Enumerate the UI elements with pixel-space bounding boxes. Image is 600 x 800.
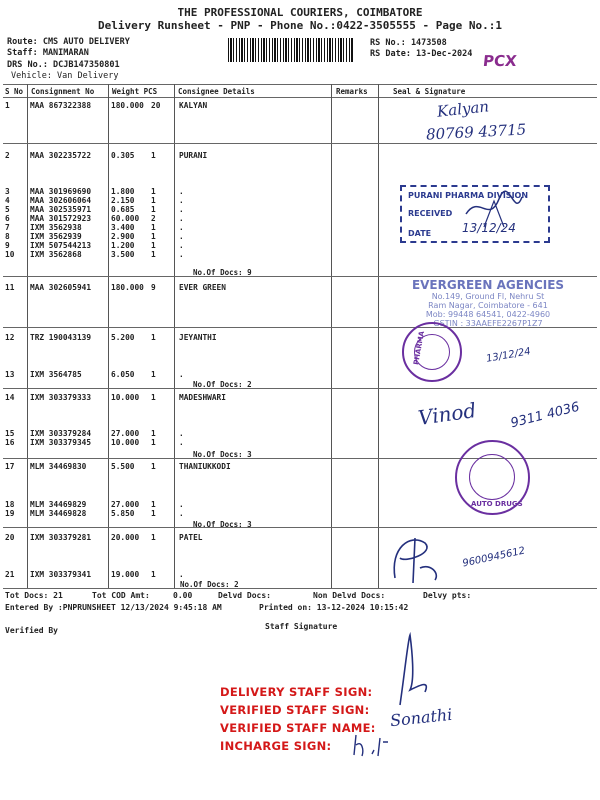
row-pcs: 1 [151, 241, 156, 250]
group-rule [3, 276, 597, 277]
row-sno: 4 [5, 196, 10, 205]
row-consignee: . [179, 214, 184, 223]
col-divider [108, 84, 109, 588]
col-consignment: Consignment No [31, 87, 95, 96]
row-weight: 10.000 [111, 438, 140, 447]
row-consignee: THANIUKKODI [179, 462, 231, 471]
row-pcs: 1 [151, 232, 156, 241]
row-consignment: MAA 301969690 [30, 187, 92, 196]
purani-signature [464, 189, 524, 229]
col-divider [331, 84, 332, 588]
row-sno: 16 [5, 438, 15, 447]
stamp-inner-ring [469, 454, 515, 500]
row-pcs: 1 [151, 205, 156, 214]
row-consignment: MAA 302605941 [30, 283, 92, 292]
tot-docs: Tot Docs: 21 [5, 591, 63, 600]
signature-kalyan: Kalyan [436, 97, 490, 121]
no-of-docs: No.Of Docs: 2 [180, 580, 239, 589]
row-pcs: 1 [151, 500, 156, 509]
row-consignee: PURANI [179, 151, 208, 160]
group-rule [3, 388, 597, 389]
row-consignee: . [179, 223, 184, 232]
row-consignee: . [179, 370, 184, 379]
runsheet-title: Delivery Runsheet - PNP - Phone No.:0422-3505555 - Page No.:1 [98, 19, 502, 32]
row-sno: 1 [5, 101, 10, 110]
pcx-mark: PCX [482, 52, 518, 70]
row-weight: 2.900 [111, 232, 135, 241]
row-sno: 14 [5, 393, 15, 402]
row-pcs: 1 [151, 393, 156, 402]
tot-cod-label: Tot COD Amt: [92, 591, 150, 600]
row-sno: 5 [5, 205, 10, 214]
row-weight: 1.200 [111, 241, 135, 250]
row-consignment: MAA 301572923 [30, 214, 92, 223]
row-sno: 11 [5, 283, 15, 292]
row-weight: 27.000 [111, 429, 140, 438]
row-consignee: . [179, 232, 184, 241]
col-divider [27, 84, 28, 588]
row-weight: 1.800 [111, 187, 135, 196]
row-pcs: 9 [151, 283, 156, 292]
row-pcs: 1 [151, 462, 156, 471]
no-of-docs: No.Of Docs: 9 [193, 268, 252, 277]
purani-stamp [400, 185, 550, 243]
row-consignment: IXM 507544213 [30, 241, 92, 250]
jeyanthi-stamp-text: PHARMA [412, 330, 427, 366]
row-consignment: TRZ 190043139 [30, 333, 92, 342]
evergreen-gstin: GSTIN : 33AAEFE2267P1Z7 [433, 319, 543, 328]
row-sno: 6 [5, 214, 10, 223]
evergreen-stamp [388, 278, 588, 328]
drs-no: DRS No.: DCJB147350801 [7, 60, 120, 70]
row-consignment: MAA 302606064 [30, 196, 92, 205]
staff-signature-label: Staff Signature [265, 622, 338, 631]
handwritten-phone: 80769 43715 [425, 120, 527, 144]
evergreen-phone: Mob: 99448 64541, 0422-4960 [425, 310, 551, 319]
row-consignment: MLM 34469830 [30, 462, 87, 471]
row-weight: 5.200 [111, 333, 135, 342]
handwritten-phone: 9311 4036 [509, 399, 582, 432]
row-consignment: IXM 303379284 [30, 429, 92, 438]
non-delvd-docs: Non Delvd Docs: [313, 591, 386, 600]
table-bottom-rule [3, 588, 597, 589]
row-weight: 10.000 [111, 393, 140, 402]
row-pcs: 1 [151, 196, 156, 205]
row-consignee: . [179, 205, 184, 214]
row-weight: 20.000 [111, 533, 140, 542]
purani-date-value: 13/12/24 [462, 221, 516, 235]
row-weight: 3.400 [111, 223, 135, 232]
incharge-signature [350, 730, 390, 760]
jeyanthi-round-stamp [402, 322, 462, 382]
barcode [228, 38, 354, 62]
row-sno: 15 [5, 429, 15, 438]
incharge-sign: INCHARGE SIGN: [220, 739, 332, 753]
row-consignee: JEYANTHI [179, 333, 217, 342]
delvy-pts: Delvy pts: [423, 591, 472, 600]
row-pcs: 1 [151, 438, 156, 447]
col-seal-signature: Seal & Signature [393, 87, 466, 96]
thaniukkodi-stamp-text: AUTO DRUGS [471, 500, 523, 508]
row-sno: 18 [5, 500, 15, 509]
patel-signature [385, 528, 445, 586]
row-pcs: 20 [151, 101, 161, 110]
evergreen-name: EVERGREEN AGENCIES [411, 278, 565, 292]
entered-by: Entered By :PNPRUNSHEET 12/13/2024 9:45:18 AM [5, 603, 222, 612]
vehicle: Vehicle: Van Delivery [11, 71, 119, 81]
col-consignee: Consignee Details [178, 87, 255, 96]
row-weight: 5.850 [111, 509, 135, 518]
row-consignment: IXM 303379281 [30, 533, 92, 542]
col-divider [174, 84, 175, 588]
row-sno: 9 [5, 241, 10, 250]
company-title: THE PROFESSIONAL COURIERS, COIMBATORE [177, 6, 423, 19]
row-sno: 13 [5, 370, 15, 379]
staff: Staff: MANIMARAN [7, 48, 89, 58]
row-consignee: MADESHWARI [179, 393, 226, 402]
row-sno: 17 [5, 462, 15, 471]
row-weight: 5.500 [111, 462, 135, 471]
row-pcs: 1 [151, 151, 156, 160]
row-pcs: 1 [151, 333, 156, 342]
row-consignee: . [179, 250, 184, 259]
row-pcs: 1 [151, 223, 156, 232]
row-consignment: IXM 3562938 [30, 223, 82, 232]
row-consignee: . [179, 241, 184, 250]
row-weight: 60.000 [111, 214, 140, 223]
row-consignee: . [179, 500, 184, 509]
row-consignment: IXM 3564785 [30, 370, 82, 379]
row-consignment: IXM 3562939 [30, 232, 82, 241]
row-pcs: 1 [151, 509, 156, 518]
group-rule [3, 527, 597, 528]
row-sno: 10 [5, 250, 15, 259]
col-sno: S No [5, 87, 24, 96]
row-weight: 180.000 [111, 283, 144, 292]
row-pcs: 2 [151, 214, 156, 223]
row-weight: 0.685 [111, 205, 135, 214]
purani-received: RECEIVED [408, 209, 453, 218]
row-consignment: IXM 303379341 [30, 570, 92, 579]
evergreen-address1: No.149, Ground Fl, Nehru St [431, 292, 545, 301]
verified-by: Verified By [5, 626, 58, 635]
row-weight: 19.000 [111, 570, 140, 579]
row-sno: 3 [5, 187, 10, 196]
delivery-staff-sign: DELIVERY STAFF SIGN: [220, 685, 373, 699]
row-consignee: . [179, 187, 184, 196]
jeyanthi-date: 13/12/24 [485, 346, 532, 365]
row-weight: 27.000 [111, 500, 140, 509]
row-consignee: . [179, 438, 184, 447]
row-sno: 2 [5, 151, 10, 160]
row-consignment: IXM 303379345 [30, 438, 92, 447]
signature-vinod: Vinod [416, 398, 478, 430]
row-pcs: 1 [151, 187, 156, 196]
row-sno: 21 [5, 570, 15, 579]
row-consignee: . [179, 196, 184, 205]
row-pcs: 1 [151, 250, 156, 259]
row-consignee: KALYAN [179, 101, 208, 110]
row-consignee: EVER GREEN [179, 283, 226, 292]
row-weight: 0.305 [111, 151, 135, 160]
row-weight: 6.050 [111, 370, 135, 379]
row-pcs: 1 [151, 533, 156, 542]
no-of-docs: No.Of Docs: 3 [193, 520, 252, 529]
verified-staff-name-handwritten: Sonathi [389, 704, 454, 731]
no-of-docs: No.Of Docs: 2 [193, 380, 252, 389]
group-rule [3, 143, 597, 144]
row-sno: 19 [5, 509, 15, 518]
row-weight: 180.000 [111, 101, 144, 110]
row-consignment: MLM 34469828 [30, 509, 87, 518]
purani-stamp-name: PURANI PHARMA DIVISION [408, 191, 529, 200]
row-consignee: PATEL [179, 533, 203, 542]
row-consignment: MAA 302235722 [30, 151, 92, 160]
table-top-rule [3, 84, 597, 85]
row-sno: 20 [5, 533, 15, 542]
thaniukkodi-round-stamp [455, 440, 530, 515]
rs-date: RS Date: 13-Dec-2024 [370, 49, 473, 59]
printed-on: Printed on: 13-12-2024 10:15:42 [259, 603, 409, 612]
row-consignment: IXM 3562868 [30, 250, 82, 259]
col-remarks: Remarks [336, 87, 368, 96]
col-divider [378, 84, 379, 588]
row-pcs: 1 [151, 429, 156, 438]
row-consignment: IXM 303379333 [30, 393, 92, 402]
row-weight: 2.150 [111, 196, 135, 205]
row-consignment: MAA 302535971 [30, 205, 92, 214]
row-sno: 8 [5, 232, 10, 241]
row-consignment: MAA 867322388 [30, 101, 92, 110]
verified-staff-name: VERIFIED STAFF NAME: [220, 721, 376, 735]
row-consignee: . [179, 509, 184, 518]
verified-staff-sign: VERIFIED STAFF SIGN: [220, 703, 370, 717]
row-pcs: 1 [151, 370, 156, 379]
route: Route: CMS AUTO DELIVERY [7, 37, 130, 47]
evergreen-address2: Ram Nagar, Coimbatore - 641 [428, 301, 548, 310]
row-pcs: 1 [151, 570, 156, 579]
delvd-docs: Delvd Docs: [218, 591, 271, 600]
tot-cod-value: 0.00 [173, 591, 193, 600]
purani-date: DATE [408, 229, 432, 238]
no-of-docs: No.Of Docs: 3 [193, 450, 252, 459]
row-weight: 3.500 [111, 250, 135, 259]
row-sno: 7 [5, 223, 10, 232]
table-header-rule [3, 97, 597, 98]
row-consignment: MLM 34469829 [30, 500, 87, 509]
handwritten-phone: 9600945612 [461, 545, 527, 570]
staff-signature [380, 630, 440, 710]
row-sno: 12 [5, 333, 15, 342]
rs-no: RS No.: 1473508 [370, 38, 447, 48]
row-consignee: . [179, 570, 184, 579]
row-consignee: . [179, 429, 184, 438]
col-weight-pcs: Weight PCS [112, 87, 158, 96]
